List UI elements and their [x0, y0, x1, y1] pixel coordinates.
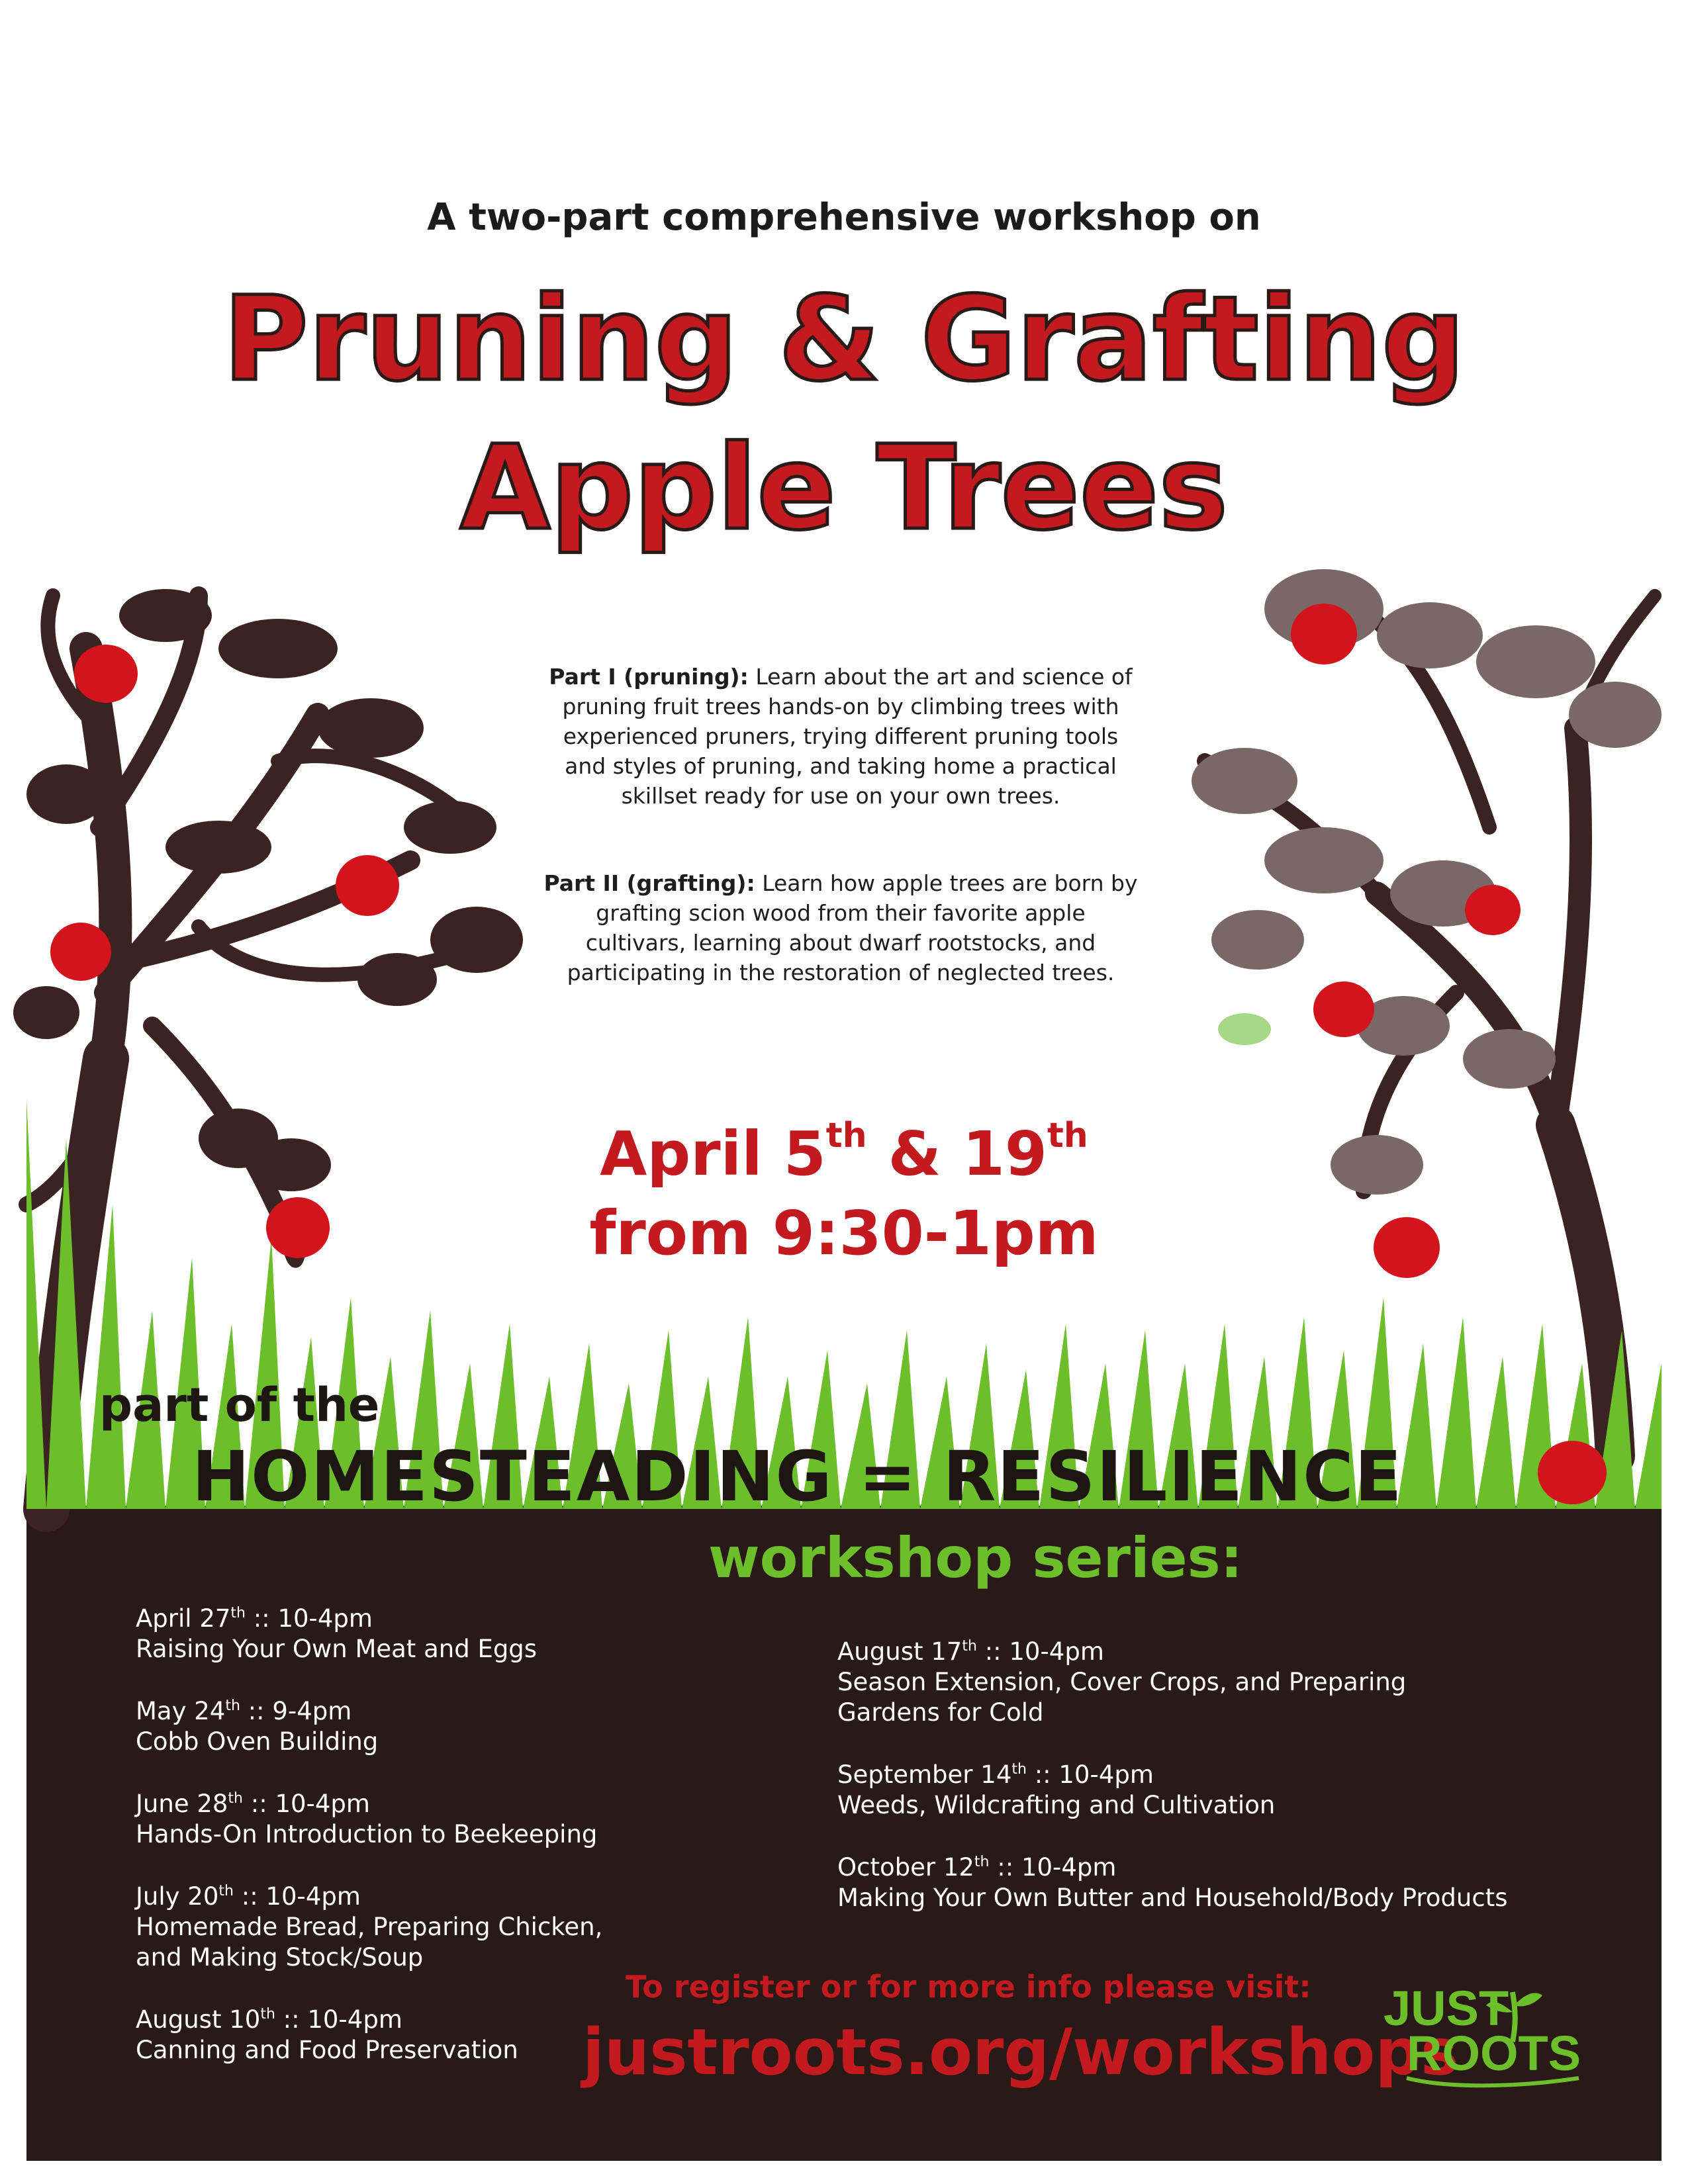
workshop-item: [136, 1999, 602, 2066]
workshop-item: [837, 1631, 1508, 1728]
date-second-suffix: th: [1047, 1116, 1088, 1156]
part1-label: Part I (pruning):: [549, 664, 749, 690]
workshop-date-text: August 17: [837, 1637, 962, 1666]
apple: [1291, 604, 1357, 664]
workshop-date: [136, 1691, 602, 1727]
workshop-time: :: 10-4pm: [243, 1790, 370, 1818]
workshop-date: [136, 1598, 602, 1634]
workshop-title: Gardens for Cold: [837, 1698, 1044, 1727]
workshop-date-suffix: th: [974, 1854, 990, 1870]
part1-description: [543, 662, 1139, 811]
workshop-date-text: May 24: [136, 1697, 226, 1725]
workshop-title: Canning and Food Preservation: [136, 2036, 518, 2064]
series-subtitle: workshop series:: [708, 1525, 1243, 1590]
just-roots-logo: [1380, 1979, 1599, 2091]
apple: [1465, 885, 1521, 935]
workshop-time: :: 10-4pm: [246, 1604, 373, 1633]
workshop-date-text: August 10: [136, 2005, 261, 2034]
workshop-date-suffix: th: [228, 1790, 243, 1807]
date-first: April 5: [600, 1118, 826, 1189]
workshop-date-text: April 27: [136, 1604, 231, 1633]
workshop-item: [837, 1754, 1508, 1821]
workshop-date-text: October 12: [837, 1853, 974, 1882]
apple: [1313, 981, 1374, 1037]
green-bird: [1218, 1013, 1271, 1045]
apple: [1538, 1441, 1607, 1504]
workshop-time: :: 10-4pm: [233, 1882, 361, 1911]
workshop-date-suffix: th: [260, 2006, 275, 2023]
workshop-title: Raising Your Own Meat and Eggs: [136, 1635, 538, 1663]
workshop-time: :: 10-4pm: [1026, 1760, 1154, 1789]
workshop-title: Making Your Own Butter and Household/Body Products: [837, 1884, 1508, 1912]
workshop-time: :: 10-4pm: [275, 2005, 402, 2034]
workshop-date: [837, 1847, 1508, 1883]
series-name: HOMESTEADING = RESILIENCE: [192, 1436, 1403, 1517]
apple: [50, 923, 111, 981]
date-second: & 19: [888, 1118, 1047, 1189]
workshop-item: [136, 1691, 602, 1757]
logo-line-2: ROOTS: [1407, 2026, 1581, 2081]
workshop-date: [136, 1784, 602, 1819]
workshop-date: [837, 1631, 1508, 1667]
part2-text: Learn how apple trees are born by grafting scion wood from their favorite apple cultivars, learning about dwarf rootstocks, and participating in the restoration of neglected trees.: [567, 870, 1138, 985]
apple: [74, 645, 138, 703]
workshop-item: [136, 1784, 602, 1850]
part2-label: Part II (grafting):: [543, 870, 755, 896]
title-line-1: Pruning & Grafting: [222, 271, 1466, 407]
workshop-date-suffix: th: [230, 1605, 246, 1621]
workshop-title: Weeds, Wildcrafting and Cultivation: [837, 1791, 1276, 1819]
apple: [336, 855, 399, 916]
workshop-date-suffix: th: [225, 1698, 240, 1714]
workshop-time: :: 9-4pm: [240, 1697, 352, 1725]
workshop-date: [136, 1876, 602, 1912]
workshop-item: [136, 1876, 602, 1973]
workshop-list-right: [837, 1631, 1508, 1940]
intro-text: A two-part comprehensive workshop on: [427, 196, 1261, 239]
part2-description: [543, 868, 1139, 987]
workshop-date-suffix: th: [1011, 1761, 1027, 1778]
title-line-2: Apple Trees: [459, 420, 1229, 556]
part1-text: Learn about the art and science of pruning fruit trees hands-on by climbing trees with experienced pruners, trying different pruning tools and styles of pruning, and taking home a practical skillset ready for use on your own trees.: [562, 664, 1133, 809]
date-first-suffix: th: [825, 1116, 867, 1156]
workshop-item: [136, 1598, 602, 1664]
workshop-list-left: [136, 1598, 602, 2092]
event-dates: [0, 1116, 1688, 1189]
workshop-date-suffix: th: [218, 1883, 234, 1899]
workshop-date: [136, 1999, 602, 2035]
workshop-title: and Making Stock/Soup: [136, 1943, 424, 1972]
event-time: from 9:30-1pm: [589, 1198, 1099, 1269]
workshop-title: Season Extension, Cover Crops, and Preparing: [837, 1668, 1407, 1696]
workshop-title: Hands-On Introduction to Beekeeping: [136, 1820, 598, 1848]
logo-line-1: JUST: [1383, 1981, 1509, 2036]
workshop-date-text: July 20: [136, 1882, 219, 1911]
register-url[interactable]: justroots.org/workshops: [583, 2015, 1459, 2089]
series-part-of: part of the: [99, 1378, 380, 1432]
workshop-title: Homemade Bread, Preparing Chicken,: [136, 1913, 603, 1941]
workshop-date: [837, 1754, 1508, 1790]
workshop-date-text: June 28: [136, 1790, 228, 1818]
register-label: To register or for more info please visit:: [626, 1969, 1311, 2005]
workshop-item: [837, 1847, 1508, 1913]
workshop-date-text: September 14: [837, 1760, 1012, 1789]
workshop-date-suffix: th: [962, 1638, 977, 1655]
workshop-time: :: 10-4pm: [989, 1853, 1117, 1882]
workshop-time: :: 10-4pm: [976, 1637, 1104, 1666]
workshop-title: Cobb Oven Building: [136, 1727, 379, 1756]
